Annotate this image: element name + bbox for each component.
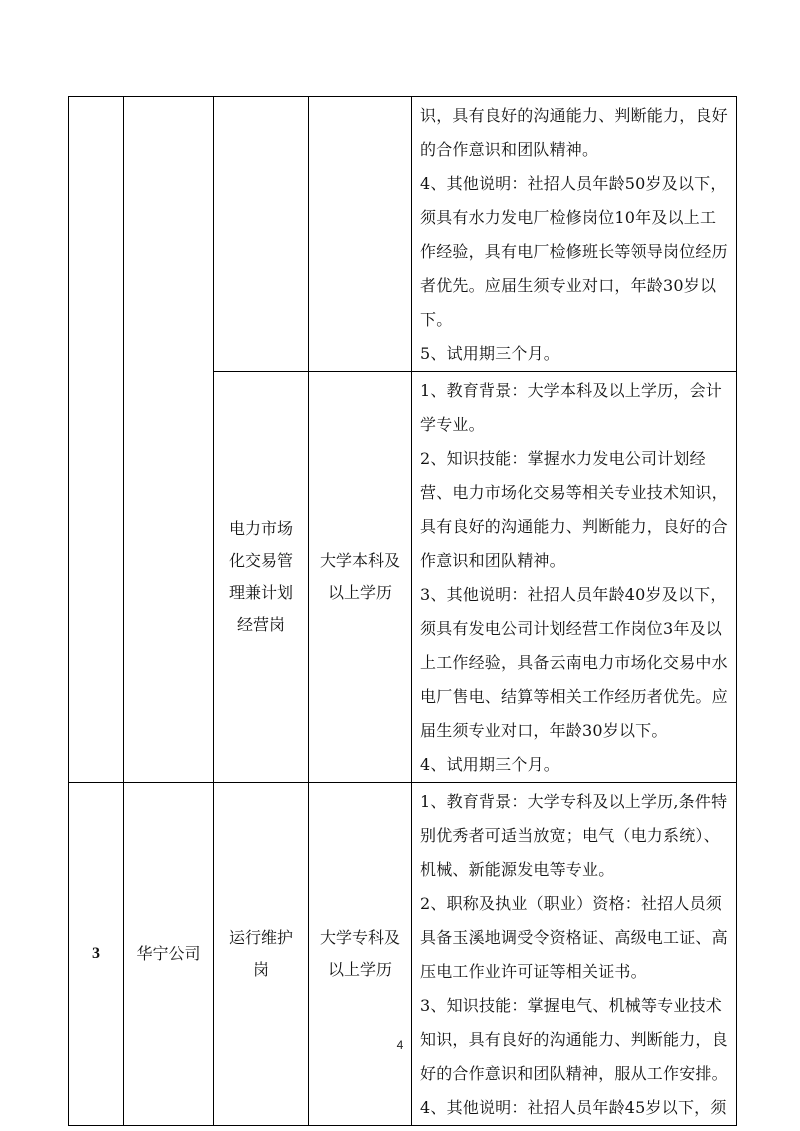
education-line: 大学本科及	[319, 551, 400, 570]
number-cell-continued	[69, 97, 124, 783]
recruitment-table	[68, 96, 737, 1126]
position-cell	[214, 97, 309, 372]
education-line: 以上学历	[327, 960, 392, 979]
education-line: 以上学历	[327, 583, 392, 602]
requirements-cell	[412, 97, 737, 372]
requirement-item: 1、教育背景：大学本科及以上学历，会计学专业。	[420, 381, 722, 434]
requirements-cell	[412, 372, 737, 783]
education-line: 大学专科及	[319, 928, 400, 947]
table-row	[69, 783, 737, 1126]
page-number: 4	[396, 1038, 404, 1052]
position-line: 理兼计划	[228, 583, 293, 602]
requirement-item: 1、教育背景：大学专科及以上学历,条件特别优秀者可适当放宽；电气（电力系统）、机械、新能源发电等专业。	[420, 792, 728, 879]
requirement-item: 4、试用期三个月。	[420, 755, 560, 774]
position-cell	[214, 783, 309, 1126]
position-line: 化交易管	[228, 551, 293, 570]
company-cell-continued	[124, 97, 214, 783]
requirement-item: 4、其他说明：社招人员年龄50岁及以下，须具有水力发电厂检修岗位10年及以上工作经验，具有电厂检修班长等领导岗位经历者优先。应届生须专业对口，年龄30岁以下。	[420, 174, 728, 329]
requirement-item: 2、职称及执业（职业）资格：社招人员须具备玉溪地调受令资格证、高级电工证、高压电工作业许可证等相关证书。	[420, 894, 728, 981]
requirement-item: 4、其他说明：社招人员年龄45岁以下，须	[420, 1098, 727, 1117]
requirements-cell	[412, 783, 737, 1126]
position-line: 经营岗	[236, 615, 285, 634]
position-cell	[214, 372, 309, 783]
requirement-item: 5、试用期三个月。	[420, 344, 560, 363]
position-line: 电力市场	[228, 519, 293, 538]
education-cell	[309, 372, 412, 783]
position-line: 运行维护	[228, 928, 293, 947]
education-cell	[309, 783, 412, 1126]
row-number: 3	[69, 783, 124, 1126]
requirement-item: 识，具有良好的沟通能力、判断能力，良好的合作意识和团队精神。	[420, 106, 728, 159]
requirement-item: 3、知识技能：掌握电气、机械等专业技术知识，具有良好的沟通能力、判断能力，良好的合作意识和团队精神，服从工作安排。	[420, 996, 728, 1083]
table-row	[69, 97, 737, 372]
position-line: 岗	[252, 960, 269, 979]
requirement-item: 3、其他说明：社招人员年龄40岁及以下，须具有发电公司计划经营工作岗位3年及以上工作经验，具备云南电力市场化交易中水电厂售电、结算等相关工作经历者优先。应届生须专业对口，年龄30岁以下。	[420, 585, 728, 740]
company-cell: 华宁公司	[124, 783, 214, 1126]
education-cell	[309, 97, 412, 372]
requirement-item: 2、知识技能：掌握水力发电公司计划经营、电力市场化交易等相关专业技术知识，具有良好的沟通能力、判断能力，良好的合作意识和团队精神。	[420, 449, 728, 570]
